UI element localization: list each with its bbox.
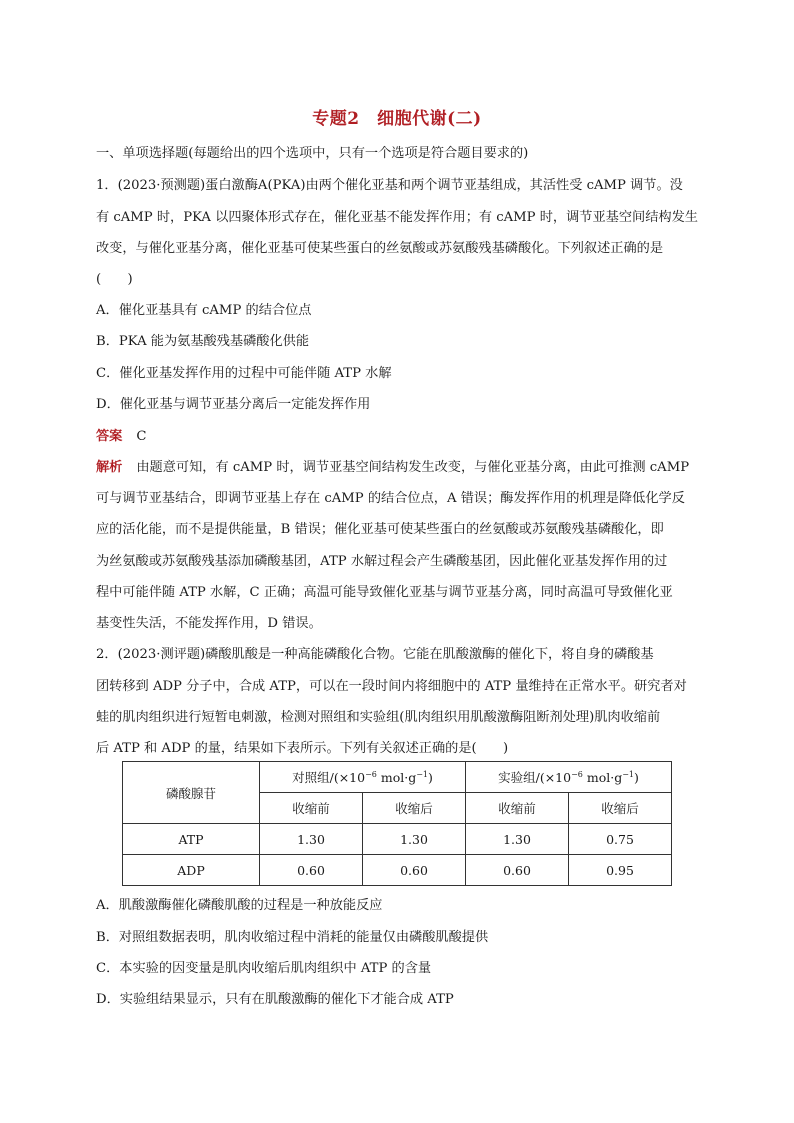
q2-option-a: A．肌酸激酶催化磷酸肌酸的过程是一种放能反应 (96, 898, 383, 913)
q1-analysis-line (96, 460, 696, 476)
q1-option-a: A．催化亚基具有 cAMP 的结合位点 (96, 303, 312, 318)
table-cell: 0.60 (466, 855, 569, 886)
q1-option-b: B．PKA 能为氨基酸残基磷酸化供能 (96, 334, 310, 349)
q1-stem-line: 改变，与催化亚基分离，催化亚基可使某些蛋白的丝氨酸或苏氨酸残基磷酸化。下列叙述正确的是 (96, 241, 664, 256)
table-cell: 1.30 (363, 824, 466, 855)
table-cell: 1.30 (466, 824, 569, 855)
experiment-group-header: 实验组$/(\times 10^{-6}$ $mol\cdot g^{-1}$) (466, 762, 672, 793)
q1-stem-line: 有 cAMP 时，PKA 以四聚体形式存在，催化亚基不能发挥作用；有 cAMP 时，调节亚基空间结构发生 (96, 210, 698, 225)
q2-option-c: C．本实验的因变量是肌肉收缩后肌肉组织中 ATP 的含量 (96, 961, 432, 976)
analysis-label: 解析 (96, 460, 123, 475)
table-cell: 0.75 (569, 824, 672, 855)
section-heading: 一、单项选择题(每题给出的四个选项中，只有一个选项是符合题目要求的) (96, 146, 529, 161)
q1-analysis-line: 应的活化能，而不是提供能量，B 错误；催化亚基可使某些蛋白的丝氨酸或苏氨酸残基磷酸化，即 (96, 522, 664, 537)
table-header-row (123, 762, 672, 793)
answer-value: C (136, 429, 147, 444)
q2-option-b: B．对照组数据表明，肌肉收缩过程中消耗的能量仅由磷酸肌酸提供 (96, 930, 489, 945)
row-label-cell: ADP (123, 855, 260, 886)
q1-analysis-line: 基变性失活，不能发挥作用，D 错误。 (96, 616, 322, 631)
q1-option-c: C．催化亚基发挥作用的过程中可能伴随 ATP 水解 (96, 366, 392, 381)
results-table (122, 761, 672, 886)
subheader-cell: 收缩前 (260, 793, 363, 824)
q2-option-d: D．实验组结果显示，只有在肌酸激酶的催化下才能合成 ATP (96, 992, 454, 1007)
table-row (123, 855, 672, 886)
page-title: 专题2 细胞代谢(二) (312, 109, 482, 129)
subheader-cell: 收缩后 (363, 793, 466, 824)
subheader-cell: 收缩后 (569, 793, 672, 824)
q1-analysis-line: 可与调节亚基结合，即调节亚基上存在 cAMP 的结合位点，A 错误；酶发挥作用的机理是降低化学反 (96, 491, 685, 506)
q1-option-d: D．催化亚基与调节亚基分离后一定能发挥作用 (96, 397, 371, 412)
q1-stem-line: 1．(2023·预测题)蛋白激酶A(PKA)由两个催化亚基和两个调节亚基组成，其活性受 cAMP 调节。没 (96, 178, 683, 193)
analysis-text: 由题意可知，有 cAMP 时，调节亚基空间结构发生改变，与催化亚基分离，由此可推测 cAMP (136, 460, 690, 475)
row-header-cell: 磷酸腺苷 (123, 762, 260, 824)
q1-stem-line: ( ) (96, 272, 133, 287)
table-row (123, 824, 672, 855)
subheader-cell: 收缩前 (466, 793, 569, 824)
q1-analysis-line: 为丝氨酸或苏氨酸残基添加磷酸基团，ATP 水解过程会产生磷酸基团，因此催化亚基发挥作用的过 (96, 554, 668, 569)
q2-stem-line: 2．(2023·测评题)磷酸肌酸是一种高能磷酸化合物。它能在肌酸激酶的催化下，将自身的磷酸基 (96, 647, 654, 662)
control-group-header: 对照组$/(\times 10^{-6}$ $mol\cdot g^{-1}$) (260, 762, 466, 793)
q2-stem-line: 后 ATP 和 ADP 的量，结果如下表所示。下列有关叙述正确的是( ) (96, 741, 509, 756)
table-cell: 1.30 (260, 824, 363, 855)
table-cell: 0.60 (260, 855, 363, 886)
q1-answer (96, 429, 696, 445)
q2-stem-line: 蛙的肌肉组织进行短暂电刺激，检测对照组和实验组(肌肉组织用肌酸激酶阻断剂处理)肌肉收缩前 (96, 710, 661, 725)
row-label-cell: ATP (123, 824, 260, 855)
q2-stem-line: 团转移到 ADP 分子中，合成 ATP，可以在一段时间内将细胞中的 ATP 量维持在正常水平。研究者对 (96, 679, 687, 694)
q1-analysis-line: 程中可能伴随 ATP 水解，C 正确；高温可能导致催化亚基与调节亚基分离，同时高温可导致催化亚 (96, 585, 673, 600)
table-cell: 0.95 (569, 855, 672, 886)
table-cell: 0.60 (363, 855, 466, 886)
answer-label: 答案 (96, 429, 123, 444)
